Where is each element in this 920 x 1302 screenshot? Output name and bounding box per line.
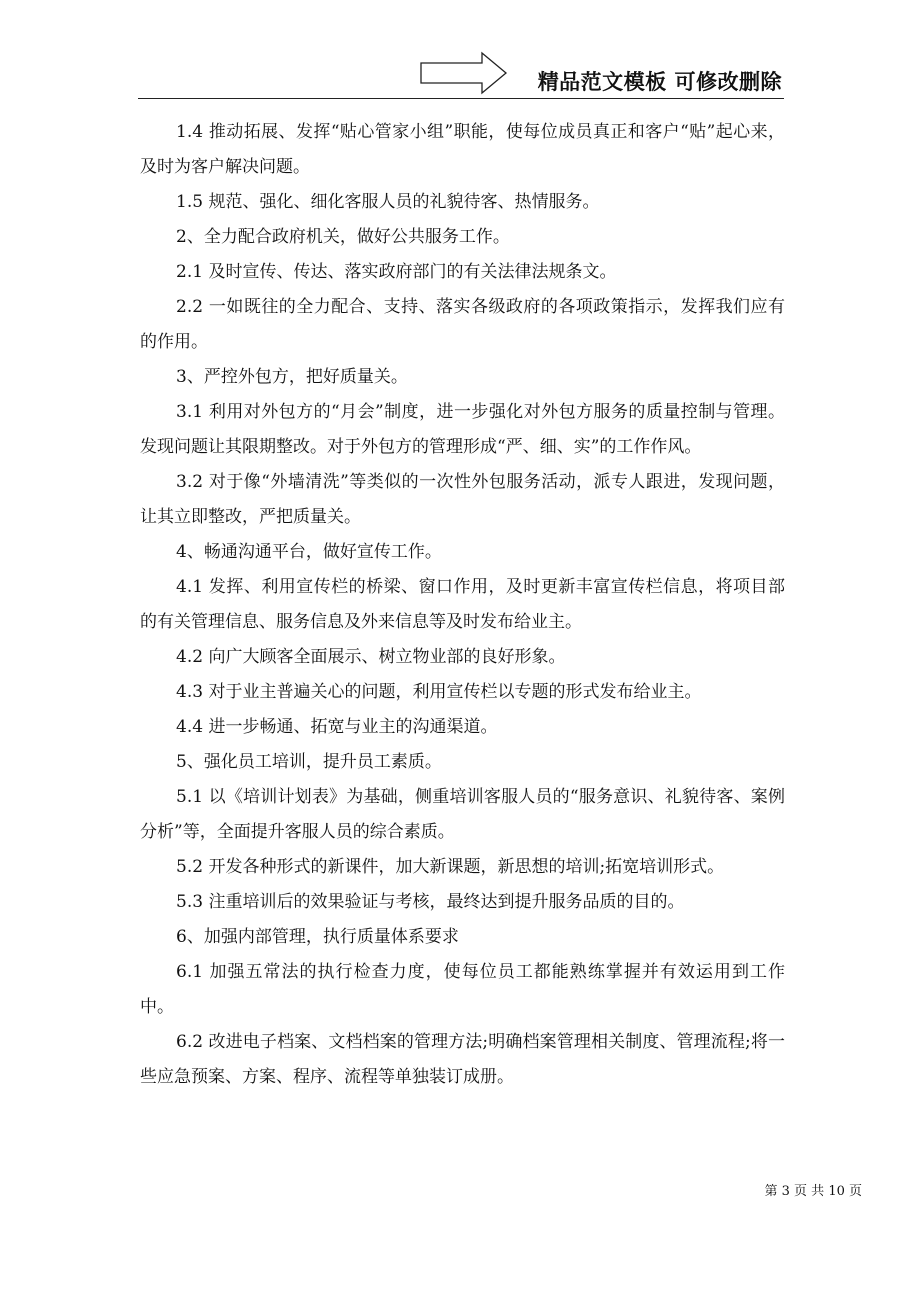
paragraph: 3.1 利用对外包方的“月会”制度，进一步强化对外包方服务的质量控制与管理。发现问题让其限期整改。对于外包方的管理形成“严、细、实”的工作作风。 xyxy=(140,402,785,457)
paragraph: 4.1 发挥、利用宣传栏的桥梁、窗口作用，及时更新丰富宣传栏信息，将项目部的有关管理信息、服务信息及外来信息等及时发布给业主。 xyxy=(140,577,785,632)
paragraph: 5.1 以《培训计划表》为基础，侧重培训客服人员的“服务意识、礼貌待客、案例分析”等，全面提升客服人员的综合素质。 xyxy=(140,787,785,842)
header-title: 精品范文模板 可修改删除 xyxy=(537,70,782,94)
paragraph: 6.1 加强五常法的执行检查力度，使每位员工都能熟练掌握并有效运用到工作中。 xyxy=(140,962,785,1017)
paragraph: 5.2 开发各种形式的新课件，加大新课题，新思想的培训;拓宽培训形式。 xyxy=(176,857,725,877)
paragraph: 4.2 向广大顾客全面展示、树立物业部的良好形象。 xyxy=(176,647,566,667)
paragraph: 2.1 及时宣传、传达、落实政府部门的有关法律法规条文。 xyxy=(176,262,617,282)
paragraph: 1.5 规范、强化、细化客服人员的礼貌待客、热情服务。 xyxy=(176,192,600,212)
paragraph: 2.2 一如既往的全力配合、支持、落实各级政府的各项政策指示，发挥我们应有的作用。 xyxy=(140,297,785,352)
paragraph: 5.3 注重培训后的效果验证与考核，最终达到提升服务品质的目的。 xyxy=(176,892,685,912)
document-body xyxy=(140,115,785,1095)
page-number: 第 3 页 共 10 页 xyxy=(764,1184,862,1199)
paragraph: 4.3 对于业主普遍关心的问题，利用宣传栏以专题的形式发布给业主。 xyxy=(176,682,702,702)
arrow-right-icon xyxy=(420,51,508,95)
paragraph: 6、加强内部管理，执行质量体系要求 xyxy=(176,927,459,947)
page-header xyxy=(138,50,784,99)
paragraph: 2、全力配合政府机关，做好公共服务工作。 xyxy=(176,227,510,247)
paragraph: 4.4 进一步畅通、拓宽与业主的沟通渠道。 xyxy=(176,717,498,737)
paragraph: 3.2 对于像“外墙清洗”等类似的一次性外包服务活动，派专人跟进，发现问题，让其立即整改，严把质量关。 xyxy=(140,472,785,527)
paragraph: 1.4 推动拓展、发挥“贴心管家小组”职能，使每位成员真正和客户“贴”起心来，及时为客户解决问题。 xyxy=(140,122,785,177)
paragraph: 6.2 改进电子档案、文档档案的管理方法;明确档案管理相关制度、管理流程;将一些应急预案、方案、程序、流程等单独装订成册。 xyxy=(140,1032,785,1087)
paragraph: 5、强化员工培训，提升员工素质。 xyxy=(176,752,442,772)
paragraph: 4、畅通沟通平台，做好宣传工作。 xyxy=(176,542,442,562)
paragraph: 3、严控外包方，把好质量关。 xyxy=(176,367,408,387)
